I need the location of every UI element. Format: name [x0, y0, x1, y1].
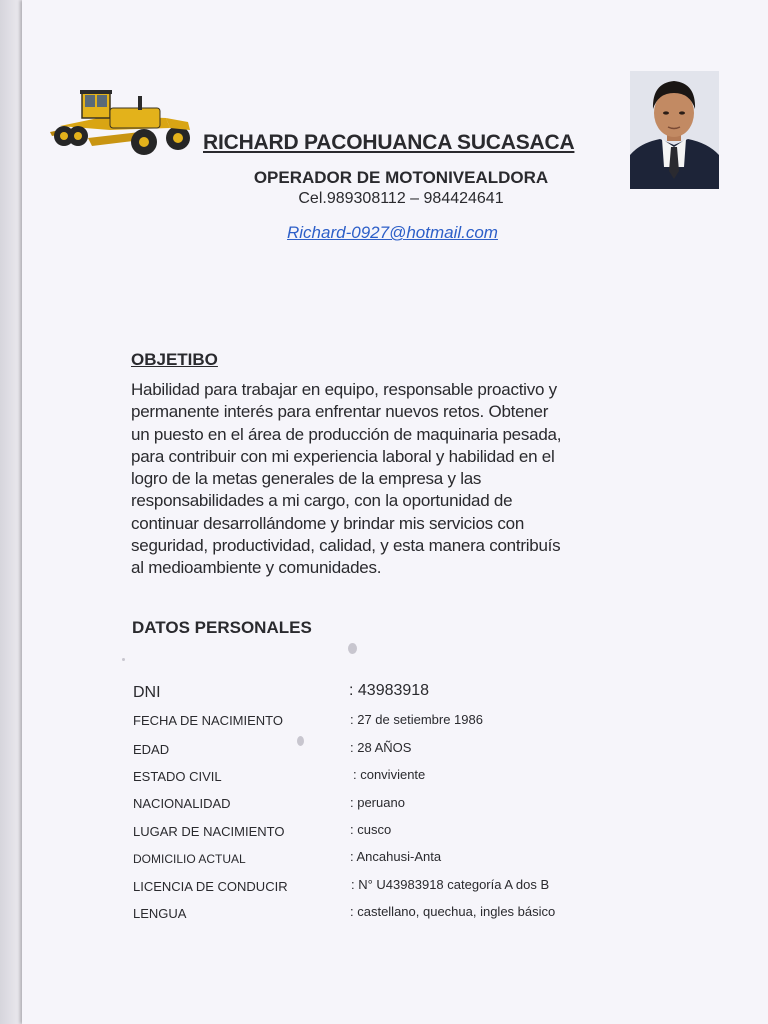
objective-line: seguridad, productividad, calidad, y esta manera contribuís: [131, 536, 561, 556]
candidate-name: RICHARD PACOHUANCA SUCASACA: [203, 131, 575, 154]
address-label: DOMICILIO ACTUAL: [133, 852, 246, 866]
language-value: : castellano, quechua, ingles básico: [350, 904, 556, 919]
email-link[interactable]: Richard-0927@hotmail.com: [287, 223, 498, 242]
objective-line: un puesto en el área de producción de maquinaria pesada,: [131, 424, 562, 444]
objective-line: al medioambiente y comunidades.: [131, 558, 382, 578]
nationality-value: : peruano: [350, 795, 405, 810]
nationality-label: NACIONALIDAD: [133, 796, 231, 811]
age-label: EDAD: [133, 742, 170, 757]
dni-value: : 43983918: [349, 682, 430, 699]
birthdate-value: : 27 de setiembre 1986: [350, 712, 483, 727]
objective-line: para contribuir con mi experiencia laboral y habilidad en el: [131, 446, 555, 466]
objective-paragraph: [131, 379, 631, 580]
objective-line: permanente interés para enfrentar nuevos retos. Obtener: [131, 402, 549, 422]
objective-line: responsabilidades a mi cargo, con la oportunidad de: [131, 491, 513, 511]
birthplace-value: : cusco: [350, 822, 392, 837]
language-label: LENGUA: [133, 906, 187, 921]
dni-label: DNI: [133, 684, 161, 701]
section-heading-datos-personales: DATOS PERSONALES: [132, 618, 312, 637]
section-heading-objetivo: OBJETIBO: [131, 350, 218, 369]
scan-speck: [348, 643, 357, 654]
job-title: OPERADOR DE MOTONIVEALDORA: [253, 168, 549, 187]
phone-numbers: Cel.989308112 – 984424641: [298, 190, 504, 207]
page-edge: [0, 0, 22, 1024]
address-value: : Ancahusi-Anta: [350, 849, 442, 864]
license-value: : N° U43983918 categoría A dos B: [351, 877, 550, 892]
birthdate-label: FECHA DE NACIMIENTO: [133, 713, 284, 728]
objective-line: logro de la metas generales de la empresa y las: [131, 469, 482, 489]
motor-grader-icon: [48, 88, 194, 160]
objective-line: Habilidad para trabajar en equipo, responsable proactivo y: [131, 380, 557, 399]
age-value: : 28 AÑOS: [350, 740, 412, 755]
civil-status-label: ESTADO CIVIL: [133, 769, 222, 784]
civil-status-value: : conviviente: [353, 767, 426, 782]
license-label: LICENCIA DE CONDUCIR: [133, 879, 288, 894]
scan-speck: [297, 736, 304, 746]
objective-line: continuar desarrollándome y brindar mis servicios con: [131, 513, 525, 533]
birthplace-label: LUGAR DE NACIMIENTO: [133, 824, 285, 839]
scan-speck: [122, 658, 125, 661]
